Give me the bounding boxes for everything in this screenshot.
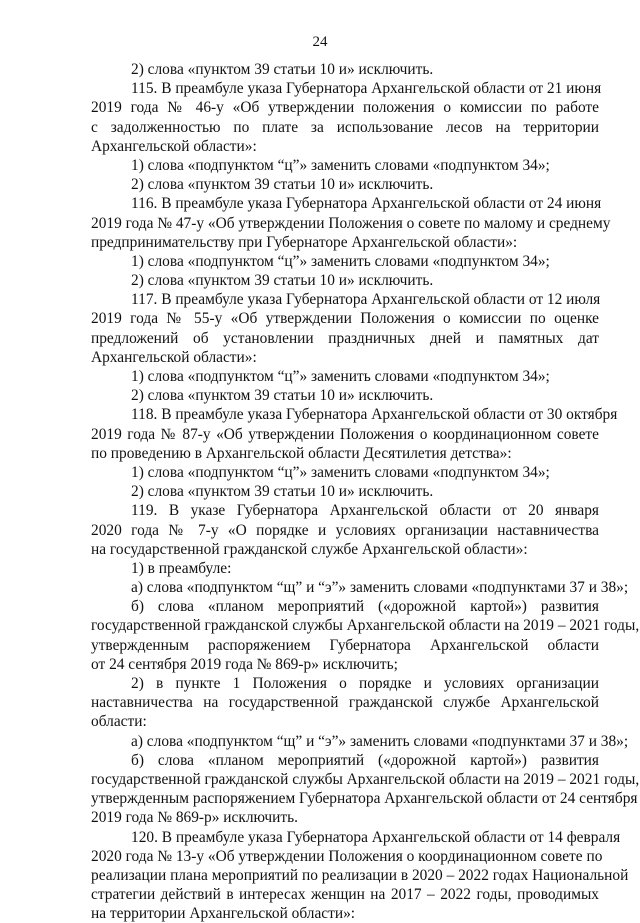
text-line: предпринимательству при Губернаторе Архангельской области»: bbox=[91, 233, 518, 251]
text-line: от 24 сентября 2019 года № 869-р» исключить; bbox=[91, 655, 398, 673]
text-line: а) слова «подпунктом “щ” и “э”» заменить словами «подпунктами 37 и 38»; bbox=[131, 579, 629, 597]
text-line: стратегии действий в интересах женщин на 2017 – 2022 годы, проводимых bbox=[91, 886, 599, 904]
text-line: 117. В преамбуле указа Губернатора Архангельской области от 12 июля bbox=[131, 291, 601, 309]
text-line: предложений об установлении праздничных дней и памятных дат bbox=[91, 329, 599, 347]
text-line: 1) слова «подпунктом “ц”» заменить словами «подпунктом 34»; bbox=[131, 252, 550, 270]
text-line: утвержденным распоряжением Губернатора Архангельской области от 24 сентября bbox=[91, 790, 638, 808]
text-line: 2) слова «пунктом 39 статьи 10 и» исключить. bbox=[131, 176, 434, 194]
text-line: б) слова «планом мероприятий («дорожной картой») развития bbox=[131, 751, 599, 769]
text-line: 115. В преамбуле указа Губернатора Архангельской области от 21 июня bbox=[131, 80, 602, 98]
text-line: 2019 года № 55-у «Об утверждении Положения о комиссии по оценке bbox=[91, 310, 599, 328]
text-line: на территории Архангельской области»: bbox=[91, 905, 356, 923]
text-line: 2019 года № 46-у «Об утверждении положения о комиссии по работе bbox=[91, 99, 599, 117]
text-line: 1) слова «подпунктом “ц”» заменить словами «подпунктом 34»; bbox=[131, 156, 550, 174]
text-line: с задолженностью по плате за использование лесов на территории bbox=[91, 118, 599, 136]
text-line: 2020 года № 7-у «О порядке и условиях организации наставничества bbox=[91, 521, 599, 539]
text-line: 120. В преамбуле указа Губернатора Архангельской области от 14 февраля bbox=[131, 828, 621, 846]
text-line: 2) слова «пунктом 39 статьи 10 и» исключить. bbox=[131, 483, 434, 501]
text-line: Архангельской области»: bbox=[91, 137, 257, 155]
text-line: на государственной гражданской службе Архангельской области»: bbox=[91, 540, 528, 558]
text-line: 1) слова «подпунктом “ц”» заменить словами «подпунктом 34»; bbox=[131, 368, 550, 385]
text-line: государственной гражданской службы Архангельской области на 2019 – 2021 годы, bbox=[91, 770, 640, 788]
text-line: 2019 года № 87-у «Об утверждении Положения о координационном совете bbox=[91, 425, 599, 443]
text-line: государственной гражданской службы Архангельской области на 2019 – 2021 годы, bbox=[91, 617, 640, 635]
text-line: 118. В преамбуле указа Губернатора Архангельской области от 30 октября bbox=[131, 406, 618, 424]
text-line: 2) слова «пунктом 39 статьи 10 и» исключить. bbox=[131, 387, 434, 405]
page-number: 24 bbox=[312, 34, 328, 50]
text-line: 1) в преамбуле: bbox=[131, 559, 232, 577]
text-line: утвержденным распоряжением Губернатора Архангельской области bbox=[91, 636, 599, 654]
text-line: 2019 года № 869-р» исключить. bbox=[91, 809, 299, 827]
text-line: 119. В указе Губернатора Архангельской области от 20 января bbox=[131, 502, 599, 520]
document-body bbox=[91, 60, 640, 923]
text-line: 2) слова «пунктом 39 статьи 10 и» исключить. bbox=[131, 61, 434, 78]
text-line: 2019 года № 47-у «Об утверждении Положения о совете по малому и среднему bbox=[91, 214, 611, 232]
text-line: б) слова «планом мероприятий («дорожной картой») развития bbox=[131, 598, 599, 616]
text-line: Архангельской области»: bbox=[91, 348, 257, 366]
text-line: 2) в пункте 1 Положения о порядке и условиях организации bbox=[131, 675, 599, 692]
text-line: наставничества на государственной гражданской службе Архангельской bbox=[91, 694, 599, 712]
text-line: по проведению в Архангельской области Десятилетия детства»: bbox=[91, 444, 512, 462]
text-line: 116. В преамбуле указа Губернатора Архангельской области от 24 июня bbox=[131, 195, 602, 213]
text-line: реализации плана мероприятий по реализации в 2020 – 2022 годах Национальной bbox=[91, 866, 629, 884]
text-line: 2) слова «пунктом 39 статьи 10 и» исключить. bbox=[131, 272, 434, 290]
text-line: а) слова «подпунктом “щ” и “э”» заменить словами «подпунктами 37 и 38»; bbox=[131, 732, 629, 750]
text-line: 1) слова «подпунктом “ц”» заменить словами «подпунктом 34»; bbox=[131, 463, 550, 481]
text-line: области: bbox=[91, 713, 147, 731]
text-line: 2020 года № 13-у «Об утверждении Положения о координационном совете по bbox=[91, 847, 603, 865]
